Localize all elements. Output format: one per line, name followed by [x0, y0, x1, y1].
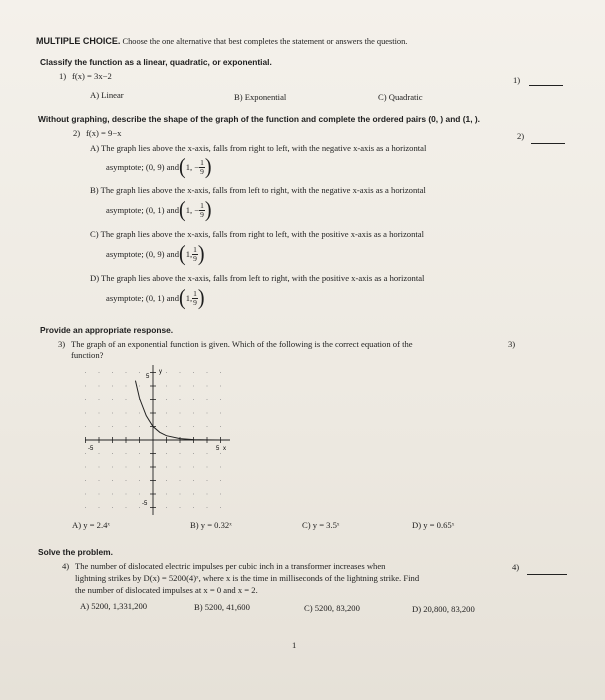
grid-dot — [166, 494, 167, 495]
x-axis-label: x — [223, 446, 226, 452]
q2-d-asym-text: asymptote; (0, 1) and — [106, 293, 180, 303]
grid-dot — [126, 507, 127, 508]
q3-choice-d[interactable]: D) y = 0.65ˣ — [412, 520, 455, 530]
grid-dot — [126, 426, 127, 427]
grid-dot — [193, 453, 194, 454]
q1-number: 1) — [59, 71, 67, 81]
grid-dot — [166, 426, 167, 427]
grid-dot — [220, 480, 221, 481]
q2-choice-b-asymptote — [106, 197, 212, 223]
grid-dot — [99, 453, 100, 454]
grid-dot — [166, 480, 167, 481]
grid-dot — [193, 426, 194, 427]
grid-dot — [126, 386, 127, 387]
grid-dot — [166, 386, 167, 387]
right-paren: ) — [197, 285, 205, 311]
grid-dot — [207, 413, 208, 414]
grid-dot — [166, 507, 167, 508]
grid-dot — [193, 507, 194, 508]
grid-dot — [180, 480, 181, 481]
q2-answer-blank[interactable] — [531, 142, 565, 144]
grid-dot — [139, 467, 140, 468]
grid-dot — [220, 494, 221, 495]
grid-dot — [112, 494, 113, 495]
grid-dot — [85, 480, 86, 481]
section4-instruction: Solve the problem. — [38, 547, 113, 557]
grid-dot — [85, 386, 86, 387]
grid-dot — [193, 386, 194, 387]
y-axis-label: y — [159, 369, 162, 375]
left-paren: ( — [179, 241, 186, 267]
right-paren: ) — [204, 197, 212, 223]
page-number: 1 — [292, 640, 297, 650]
left-paren: ( — [179, 197, 186, 223]
q4-stem-line3: the number of dislocated impulses at x = 0 and x = 2. — [75, 585, 258, 595]
q4-number: 4) — [62, 561, 70, 571]
q1-choice-b[interactable]: B) Exponential — [234, 92, 287, 102]
q4-choice-c[interactable]: C) 5200, 83,200 — [304, 603, 360, 613]
grid-dot — [207, 480, 208, 481]
section3-instruction: Provide an appropriate response. — [40, 325, 174, 335]
q2-choice-c-asymptote — [106, 241, 205, 267]
grid-dot — [180, 426, 181, 427]
q4-choice-d[interactable]: D) 20,800, 83,200 — [412, 604, 475, 614]
grid-dot — [85, 467, 86, 468]
q2-d-fraction: $\frac{1}{9}$ — [193, 288, 197, 307]
grid-dot — [139, 453, 140, 454]
q3-choice-c[interactable]: C) y = 3.5ˣ — [302, 520, 340, 530]
grid-dot — [207, 399, 208, 400]
grid-dot — [112, 453, 113, 454]
q1-answer-number: 1) — [513, 75, 521, 85]
grid-dot — [99, 494, 100, 495]
grid-dot — [112, 480, 113, 481]
q4-answer-number: 4) — [512, 562, 520, 572]
grid-dot — [207, 372, 208, 373]
multiple-choice-label: MULTIPLE CHOICE. — [36, 36, 121, 46]
q4-stem-line1: The number of dislocated electric impulses per cubic inch in a transformer increases when — [75, 561, 386, 571]
q3-choice-a[interactable]: A) y = 2.4ˣ — [72, 520, 110, 530]
q2-choice-d[interactable]: D) The graph lies above the x-axis, falls from left to right, with the positive x-axis as a horizontal — [90, 273, 425, 283]
right-paren: ) — [204, 154, 212, 180]
grid-dot — [139, 386, 140, 387]
grid-dot — [139, 494, 140, 495]
grid-dot — [112, 467, 113, 468]
grid-dot — [139, 480, 140, 481]
q1-choice-a[interactable]: A) Linear — [90, 90, 124, 100]
grid-dot — [180, 453, 181, 454]
grid-dot — [220, 453, 221, 454]
grid-dot — [126, 480, 127, 481]
q2-choice-d-asymptote — [106, 285, 205, 311]
grid-dot — [180, 413, 181, 414]
q2-a-fraction: $\frac{1}{9}$ — [200, 157, 204, 176]
q3-stem-line1: The graph of an exponential function is given. Which of the following is the correct equation of the — [71, 339, 413, 349]
left-paren: ( — [179, 154, 186, 180]
grid-dot — [139, 426, 140, 427]
grid-dot — [193, 467, 194, 468]
grid-dot — [220, 386, 221, 387]
grid-dot — [220, 372, 221, 373]
q2-stem: f(x) = 9−x — [86, 128, 122, 138]
q3-graph — [80, 360, 240, 520]
grid-dot — [99, 426, 100, 427]
x-min-label: -5 — [88, 446, 94, 452]
q3-number: 3) — [58, 339, 66, 349]
grid-dot — [126, 372, 127, 373]
q2-c-point: 1, — [185, 249, 193, 259]
grid-dot — [193, 372, 194, 373]
q2-choice-a-asymptote — [106, 154, 212, 180]
section1-instruction: Classify the function as a linear, quadratic, or exponential. — [40, 57, 272, 67]
grid-dot — [112, 372, 113, 373]
grid-dot — [207, 426, 208, 427]
q2-answer-number: 2) — [517, 131, 525, 141]
grid-dot — [126, 413, 127, 414]
grid-dot — [193, 494, 194, 495]
q2-a-asym-text: asymptote; (0, 9) and — [106, 162, 180, 172]
grid-dot — [193, 480, 194, 481]
grid-dot — [85, 372, 86, 373]
grid-dot — [99, 480, 100, 481]
grid-dot — [126, 467, 127, 468]
grid-dot — [180, 399, 181, 400]
q1-stem: f(x) = 3x−2 — [72, 71, 112, 81]
grid-dot — [112, 413, 113, 414]
q4-choice-a[interactable]: A) 5200, 1,331,200 — [80, 601, 148, 611]
grid-dot — [193, 413, 194, 414]
grid-dot — [99, 467, 100, 468]
q1-answer-blank[interactable] — [529, 84, 563, 86]
grid-dot — [166, 372, 167, 373]
grid-dot — [207, 453, 208, 454]
grid-dot — [112, 426, 113, 427]
grid-dot — [166, 399, 167, 400]
grid-dot — [207, 507, 208, 508]
grid-dot — [85, 426, 86, 427]
grid-dot — [207, 386, 208, 387]
section2-instruction: Without graphing, describe the shape of the graph of the function and complete the ordered pairs (0, ) and (1, ). — [38, 114, 480, 124]
grid-dot — [126, 494, 127, 495]
q2-d-point: 1, — [185, 293, 193, 303]
q2-c-asym-text: asymptote; (0, 9) and — [106, 249, 180, 259]
header-instruction: Choose the one alternative that best completes the statement or answers the question. — [122, 37, 408, 46]
grid-dot — [166, 453, 167, 454]
grid-dot — [85, 413, 86, 414]
grid-dot — [85, 399, 86, 400]
grid-dot — [207, 467, 208, 468]
grid-dot — [180, 507, 181, 508]
q2-a-point: 1, − — [185, 162, 200, 172]
grid-dot — [220, 399, 221, 400]
grid-dot — [207, 494, 208, 495]
grid-dot — [99, 507, 100, 508]
q2-c-fraction: $\frac{1}{9}$ — [193, 244, 197, 263]
q2-choice-b[interactable]: B) The graph lies above the x-axis, falls from left to right, with the negative x-axis as a horizontal — [90, 185, 426, 195]
q3-stem-line2: function? — [71, 350, 104, 360]
grid-dot — [180, 386, 181, 387]
q2-b-fraction: $\frac{1}{9}$ — [200, 200, 204, 219]
grid-dot — [180, 494, 181, 495]
exponential-curve — [135, 381, 220, 440]
right-paren: ) — [197, 241, 205, 267]
y-min-label: -5 — [142, 501, 148, 507]
grid-dot — [112, 399, 113, 400]
left-paren: ( — [179, 285, 186, 311]
q2-b-asym-text: asymptote; (0, 1) and — [106, 205, 180, 215]
q4-choice-b[interactable]: B) 5200, 41,600 — [194, 602, 250, 612]
q3-choice-b[interactable]: B) y = 0.32ˣ — [190, 520, 232, 530]
grid-dot — [180, 372, 181, 373]
grid-dot — [166, 467, 167, 468]
grid-dot — [166, 413, 167, 414]
q4-stem-line2: lightning strikes by D(x) = 5200(4)ˣ, where x is the time in milliseconds of the lightning strike. Find — [75, 573, 420, 583]
grid-dot — [99, 386, 100, 387]
y-max-label: 5 — [146, 374, 150, 380]
grid-dot — [220, 426, 221, 427]
q3-answer-number: 3) — [508, 339, 516, 349]
grid-dot — [112, 507, 113, 508]
header-line — [36, 36, 407, 47]
grid-dot — [126, 453, 127, 454]
grid-dot — [180, 467, 181, 468]
grid-dot — [99, 372, 100, 373]
grid-dot — [85, 507, 86, 508]
q2-number: 2) — [73, 128, 81, 138]
q4-answer-blank[interactable] — [527, 573, 567, 575]
x-max-label: 5 — [216, 446, 220, 452]
grid-dot — [85, 494, 86, 495]
q1-choice-c[interactable]: C) Quadratic — [378, 92, 423, 102]
grid-dot — [99, 413, 100, 414]
grid-dot — [112, 386, 113, 387]
grid-dot — [220, 467, 221, 468]
grid-dot — [220, 413, 221, 414]
q2-choice-a[interactable]: A) The graph lies above the x-axis, falls from right to left, with the negative x-axis as a horizontal — [90, 143, 427, 153]
grid-dot — [85, 453, 86, 454]
grid-dot — [126, 399, 127, 400]
grid-dot — [139, 372, 140, 373]
q2-b-point: 1, − — [185, 205, 200, 215]
grid-dot — [193, 399, 194, 400]
grid-dot — [99, 399, 100, 400]
grid-dot — [220, 507, 221, 508]
grid-dot — [139, 507, 140, 508]
grid-dot — [139, 413, 140, 414]
q2-choice-c[interactable]: C) The graph lies above the x-axis, falls from right to left, with the positive x-axis as a horizontal — [90, 229, 424, 239]
